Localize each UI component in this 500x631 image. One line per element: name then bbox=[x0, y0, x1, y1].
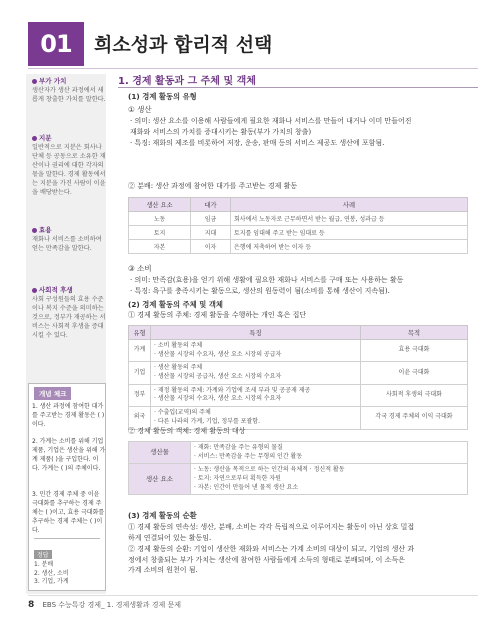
circulation-text: ① 경제 활동의 연속성: 생산, 분배, 소비는 각각 독립적으로 이루어지는 활동이 아닌 상호 밀접 하게 연결되어 있는 활동임. ② 경제 활동의 순환: 기업이 생산한 재화와 서비스는 가계 소비의 대상이 되고, 기업의 생산 과 정에서 창출되는 부가 가치는 생산에 참여한 사람들에게 소득의 형태로 분배되며, 이 소득은 가계 소비의 원천이 됨. bbox=[128, 523, 415, 575]
sidebar-term: 부가 가치 생산자가 생산 과정에서 새롭게 창출한 가치를 말한다. bbox=[32, 77, 106, 103]
table-row: 자본 이자 은행에 저축하여 받는 이자 등 bbox=[129, 240, 468, 254]
page-number: 8 bbox=[28, 600, 35, 610]
bullet-icon bbox=[32, 136, 37, 141]
table-row: 정부 · 재정 활동의 주체: 가계와 기업에 조세 부과 및 공공재 제공 · 생산물 시장의 수요자, 생산 요소 시장의 수요자 사회적 후생의 극대화 bbox=[129, 384, 468, 406]
table-row: 생산 요소 · 노동: 생산을 목적으로 하는 인간의 육체적 · 정신적 활동 · 토지: 자연으로부터 획득한 자원 · 자본: 인간이 만들어 낸 물적 생산 요소 bbox=[129, 464, 468, 495]
table-row: 생산물 · 재화: 만족감을 주는 유형의 물질 · 서비스: 만족감을 주는 무형의 인간 활동 bbox=[129, 442, 468, 464]
footer-divider bbox=[28, 595, 478, 596]
table-row: 토지 지대 토지를 임대해 주고 받는 임대료 등 bbox=[129, 226, 468, 240]
subsection-heading: (2) 경제 활동의 주체 및 객체 bbox=[128, 300, 223, 309]
concept-check-heading: 개념 체크 bbox=[34, 387, 71, 400]
bullet-icon bbox=[32, 288, 37, 293]
subsection-heading: (3) 경제 활동의 순환 bbox=[128, 511, 197, 520]
table-row: 가계 · 소비 활동의 주체 · 생산물 시장의 수요자, 생산 요소 시장의 공급자 효용 극대화 bbox=[129, 340, 468, 362]
chapter-title: 희소성과 합리적 선택 bbox=[94, 34, 273, 56]
sidebar-term: 효용 재화나 서비스를 소비하여 얻는 만족감을 말한다. bbox=[32, 226, 102, 252]
objects-table bbox=[128, 441, 468, 495]
table-row: 외국 · 수출입(교역)의 주체 · 다른 나라의 가계, 기업, 정부를 포괄함. 각국 경제 주체의 이익 극대화 bbox=[129, 407, 468, 429]
bullet-icon bbox=[32, 228, 37, 233]
table-row: 기업 · 생산 활동의 주체 · 생산물 시장의 공급자, 생산 요소 시장의 수요자 이윤 극대화 bbox=[129, 362, 468, 384]
table-row: 노동 임금 회사에서 노동자로 근무하면서 받는 월급, 연봉, 성과급 등 bbox=[129, 212, 468, 226]
answer-heading: 정답 bbox=[34, 550, 52, 559]
footer bbox=[28, 600, 181, 610]
section-divider bbox=[118, 87, 478, 88]
section-heading: 1. 경제 활동과 그 주체 및 객체 bbox=[118, 76, 256, 87]
production-text: · 의미: 생산 요소를 이용해 사람들에게 필요한 재화나 서비스를 만들어 내거나 이미 만들어진 재화와 서비스의 가치를 증대시키는 활동(부가 가치의 창출) · 특징: 재화의 제조를 비롯하여 저장, 운송, 판매 등의 서비스 제공도 생산에 포함됨. bbox=[130, 117, 412, 147]
footer-text: EBS 수능특강 경제_ 1. 경제생활과 경제 문제 bbox=[42, 601, 182, 609]
sidebar-term: 사회적 후생 사회 구성원들의 효용 수준이나 복지 수준을 의미하는 것으로, 정부가 재공하는 서비스는 사회적 후생을 증대시킬 수 있다. bbox=[32, 286, 106, 339]
check-question: 2. 가계는 소비를 위해 기업 제품, 기업은 생산을 위해 가계 제품( )을 구입한다. 이다. 가계는 ( )의 주체이다. bbox=[32, 438, 106, 472]
object-text: ② 경제 활동의 객체: 경제 활동의 대상 bbox=[128, 427, 246, 435]
answer-line: 1. 분배 bbox=[34, 561, 54, 568]
sidebar-term: 지분 일반적으로 지분은 회사나 단체 등 공동으로 소유한 재산이나 권리에 대한 각자의 몫을 말한다. 경제 활동에서는 지분을 가진 사람이 이윤을 배당받는다. bbox=[32, 134, 106, 196]
answer-box bbox=[34, 538, 100, 586]
distribution-text: ② 분배: 생산 과정에 참여한 대가를 주고받는 경제 활동 bbox=[128, 182, 298, 190]
subject-text: ① 경제 활동의 주체: 경제 활동을 수행하는 개인 혹은 집단 bbox=[128, 311, 307, 319]
distribution-table: 생산 요소 대가 사례 노동 임금 회사에서 노동자로 근무하면서 받는 월급, 연봉, 성과급 등 토지 지대 토지를 임대해 주고 받는 임대료 등 자본 이자 은행에 저축하여 받는 이자 등 bbox=[128, 197, 468, 254]
bullet-icon bbox=[32, 79, 37, 84]
consumption-text: · 의미: 만족감(효용)을 얻기 위해 생활에 필요한 재화나 서비스를 구매 또는 사용하는 활동 · 특징: 욕구를 충족시키는 활동으로, 생산의 원동력이 됨(소비를 통해 생산이 지속됨). bbox=[130, 276, 404, 295]
chapter-number: 01 bbox=[28, 22, 84, 66]
answer-line: 2. 생산, 소비 bbox=[34, 569, 69, 577]
subsection-heading: (1) 경제 활동의 유형 bbox=[128, 92, 197, 101]
check-question: 3. 민간 경제 주체 중 이윤 극대화를 추구하는 경제 주체는 ( )이고, 효용 극대화를 추구하는 경제 주체는 ( )이다. bbox=[32, 491, 105, 534]
check-question: 1. 생산 과정에 참여한 대가를 주고받는 경제 활동은 ( )이다. bbox=[32, 403, 105, 428]
title-divider bbox=[28, 68, 478, 69]
subjects-table: 유형 특징 목적 가계 · 소비 활동의 주체 · 생산물 시장의 수요자, 생산 요소 시장의 공급자 효용 극대화 기업 · 생산 활동의 주체 · 생산물 시장의 공급자, 생산 요소 시장의 수요자 이윤 극대화 정부 · 재정 활동의 주체: 가계와 기업에 조세 부과 및 공공재 제공 · 생산물 시장의 수요자, 생산 요소 시장의 수요자 사회적 후생의 극대화 외국 · 수출입(교역)의 주체 · 다른 나라의 가계, 기업, 정부를 포괄함. 각국 경제 주체의 이익 극대화 bbox=[128, 325, 468, 430]
item-heading: ① 생산 bbox=[128, 105, 152, 114]
answer-line: 3. 기업, 가계 bbox=[34, 578, 69, 586]
item-heading: ③ 소비 bbox=[128, 264, 152, 273]
